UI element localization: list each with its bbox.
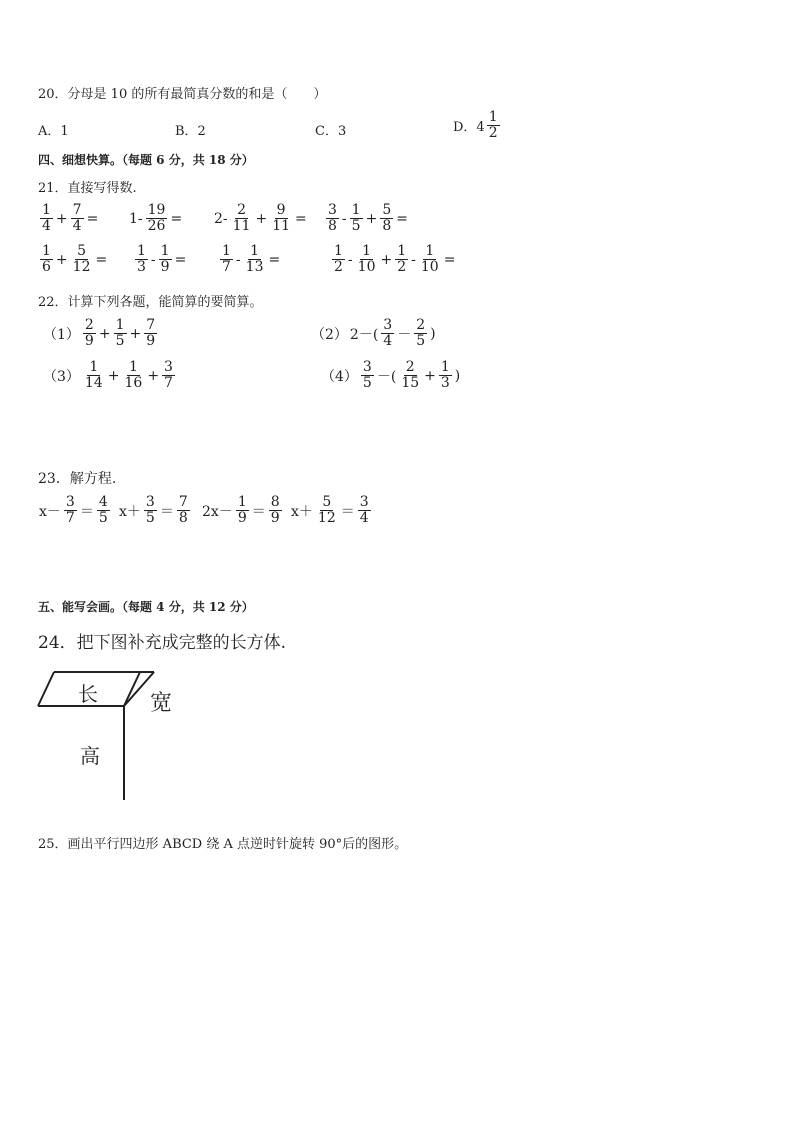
q20-stem: 20．分母是 10 的所有最简真分数的和是（ ） bbox=[38, 87, 327, 102]
q24-title: 24．把下图补充成完整的长方体. bbox=[38, 633, 287, 653]
cuboid-length-label: 长 bbox=[78, 682, 98, 706]
q21-expr-4: $\frac{3}{8}$ - $\frac{1}{5}$ + $\frac{5}{8}$ = bbox=[328, 202, 408, 234]
section-4-title: 四、细想快算。（每题 6 分，共 18 分） bbox=[38, 153, 254, 167]
q22-title: 22．计算下列各题，能简算的要简算。 bbox=[38, 295, 263, 310]
q25-title: 25．画出平行四边形 ABCD 绕 A 点逆时针旋转 90°后的图形。 bbox=[38, 837, 408, 852]
cuboid-sketch bbox=[36, 662, 196, 804]
q22-part-2: （2） 2－( $\frac{3}{4}$ － $\frac{2}{5}$ ) bbox=[311, 317, 436, 349]
q23-title: 23．解方程. bbox=[38, 471, 117, 487]
section-5-title: 五、能写会画。（每题 4 分，共 12 分） bbox=[38, 600, 254, 614]
q21-expr-6: $\frac{1}{3}$ - $\frac{1}{9}$ = bbox=[137, 243, 187, 275]
q20-option-b: B．2 bbox=[175, 124, 206, 139]
q21-expr-1: $\frac{1}{4}$ + $\frac{7}{4}$ = bbox=[42, 202, 99, 234]
q21-expr-8: $\frac{1}{2}$ - $\frac{1}{10}$ + $\frac{1}{2}$ - $\frac{1}{10}$ = bbox=[334, 243, 456, 275]
q23-equation-2: x＋ $\frac{3}{5}$ ＝ $\frac{7}{8}$ bbox=[119, 494, 188, 526]
q22-part-4: （4） $\frac{3}{5}$ －( $\frac{2}{15}$ + $\frac{1}{3}$ ) bbox=[321, 359, 461, 391]
q22-part-3: （3） $\frac{1}{14}$ + $\frac{1}{16}$ + $\frac{3}{7}$ bbox=[43, 359, 173, 391]
q21-expr-5: $\frac{1}{6}$ + $\frac{5}{12}$ = bbox=[42, 243, 108, 275]
cuboid-height-label: 高 bbox=[80, 744, 100, 768]
q21-expr-3: 2- $\frac{2}{11}$ + $\frac{9}{11}$ = bbox=[214, 202, 307, 234]
q20-option-d bbox=[453, 110, 502, 141]
q20-option-d-prefix: D．4 bbox=[453, 120, 485, 135]
q23-equation-3: 2x－ $\frac{1}{9}$ ＝ $\frac{8}{9}$ bbox=[202, 494, 280, 526]
q20-option-c: C．3 bbox=[315, 124, 347, 139]
q22-part-1: （1） $\frac{2}{9}$ + $\frac{1}{5}$ + $\frac{7}{9}$ bbox=[43, 317, 156, 349]
q20-option-d-fraction: $\frac{1}{2}$ bbox=[488, 109, 498, 141]
middle-slant-edge bbox=[124, 672, 140, 706]
cuboid-width-label: 宽 bbox=[150, 691, 173, 716]
q21-expr-2: 1- $\frac{19}{26}$ = bbox=[129, 202, 183, 234]
q20-option-a: A．1 bbox=[38, 124, 69, 139]
q21-title: 21．直接写得数. bbox=[38, 181, 137, 196]
q21-expr-7: $\frac{1}{7}$ - $\frac{1}{13}$ = bbox=[222, 243, 281, 275]
left-slant-edge bbox=[38, 672, 54, 706]
q23-equation-1: x－ $\frac{3}{7}$ ＝ $\frac{4}{5}$ bbox=[39, 494, 108, 526]
q23-equation-4: x＋ $\frac{5}{12}$ ＝ $\frac{3}{4}$ bbox=[291, 494, 369, 526]
